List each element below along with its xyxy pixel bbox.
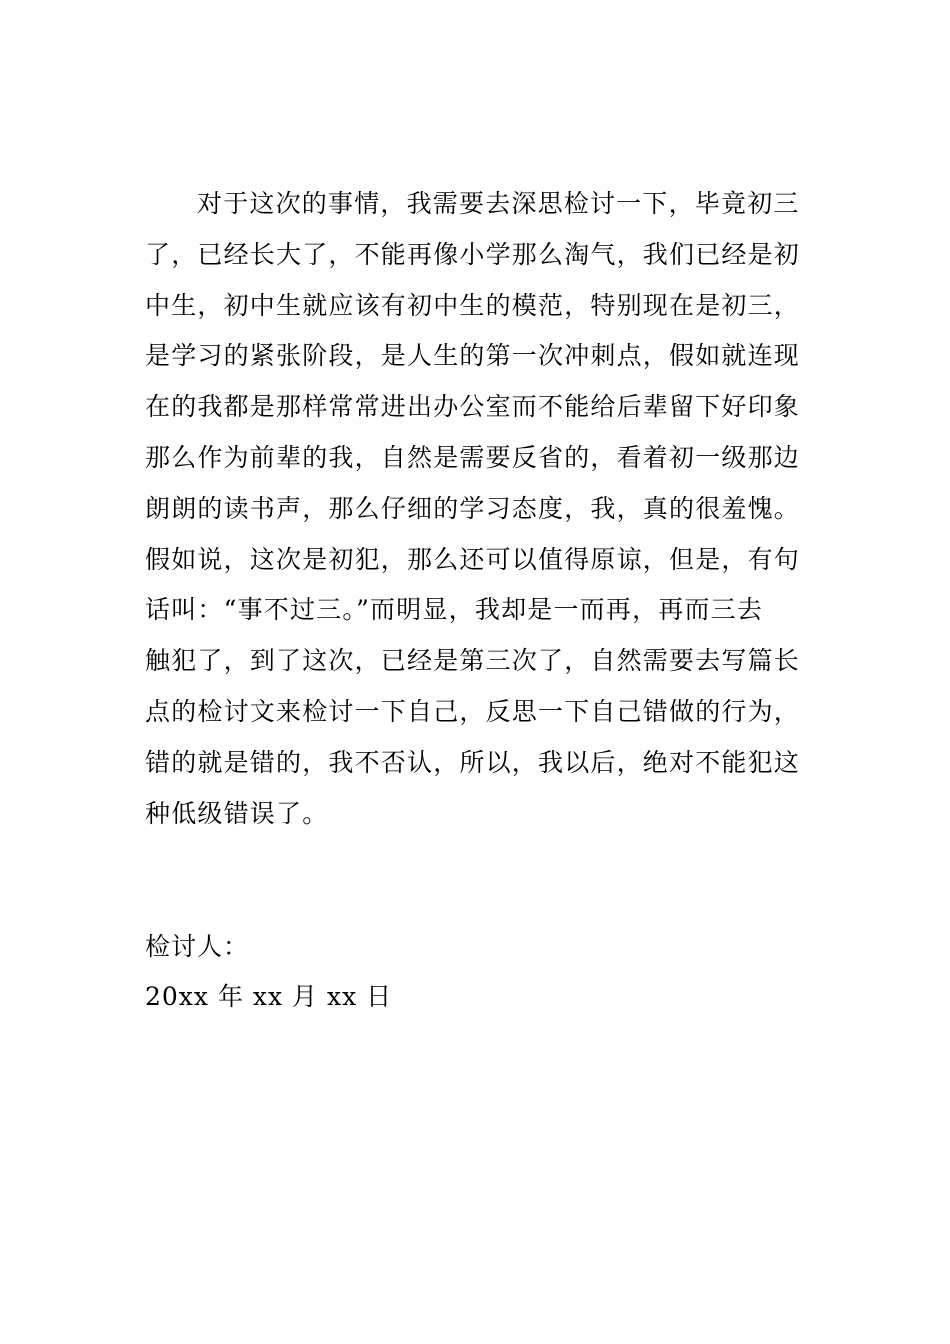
body-line: 点的检讨文来检讨一下自己，反思一下自己错做的行为， bbox=[145, 696, 801, 726]
body-line: 那么作为前辈的我，自然是需要反省的，看着初一级那边 bbox=[145, 442, 801, 472]
body-line: 错的就是错的，我不否认，所以，我以后，绝对不能犯这 bbox=[145, 747, 801, 777]
body-line: 朗朗的读书声，那么仔细的学习态度，我，真的很羞愧。 bbox=[145, 493, 801, 523]
signature-block bbox=[145, 922, 545, 1022]
body-line: 话叫：“事不过三。”而明显，我却是一而再，再而三去 bbox=[145, 595, 764, 625]
body-line: 种低级错误了。 bbox=[145, 798, 329, 828]
signature-date: 20xx 年 xx 月 xx 日 bbox=[145, 982, 393, 1011]
signer-label: 检讨人： bbox=[145, 932, 250, 961]
body-line: 中生，初中生就应该有初中生的模范，特别现在是初三， bbox=[145, 290, 801, 320]
body-line: 了，已经长大了，不能再像小学那么淘气，我们已经是初 bbox=[145, 239, 801, 269]
body-paragraph bbox=[145, 179, 810, 839]
body-line: 是学习的紧张阶段，是人生的第一次冲刺点，假如就连现 bbox=[145, 341, 801, 371]
body-line: 对于这次的事情，我需要去深思检讨一下，毕竟初三 bbox=[197, 189, 800, 218]
body-line: 假如说，这次是初犯，那么还可以值得原谅，但是，有句 bbox=[145, 544, 801, 574]
body-line: 触犯了，到了这次，已经是第三次了，自然需要去写篇长 bbox=[145, 646, 801, 676]
body-line: 在的我都是那样常常进出办公室而不能给后辈留下好印象 bbox=[145, 392, 801, 422]
